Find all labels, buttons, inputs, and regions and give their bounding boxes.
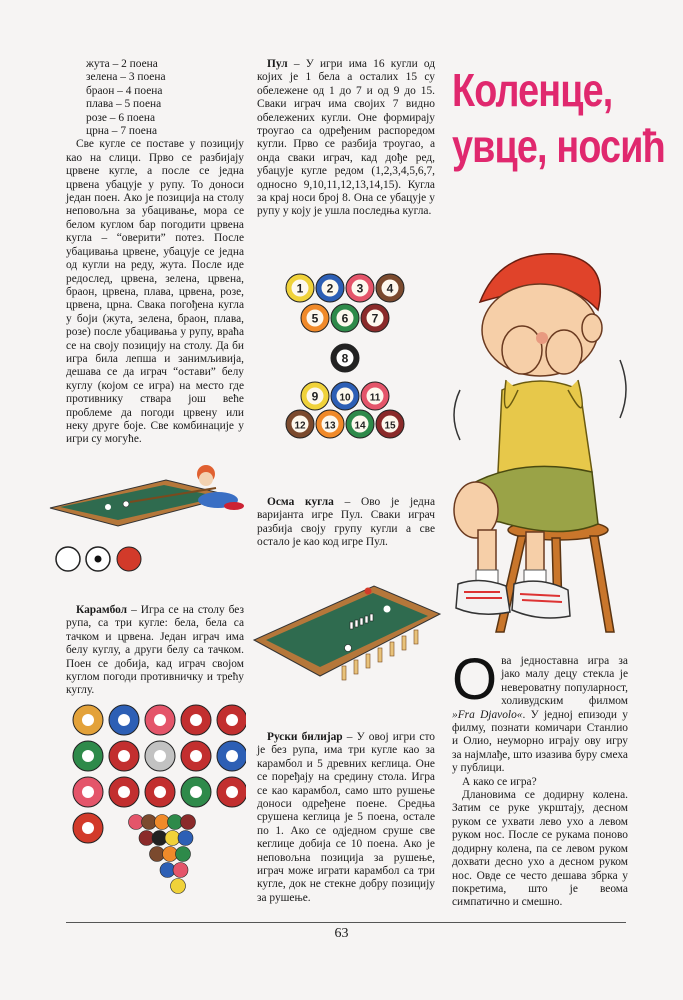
game-section bbox=[452, 647, 628, 910]
pool-ball bbox=[316, 410, 344, 438]
snooker-ball bbox=[145, 705, 175, 735]
pool-ball bbox=[346, 274, 374, 302]
eight-ball-text: – Ово је једна варијанта игре Пул. Сваки играч разбија своју групу кугли а све остало је као код игре Пул. bbox=[257, 496, 435, 549]
pool-balls-figure bbox=[270, 266, 420, 446]
film-title: »Fra Djavolo« bbox=[452, 708, 523, 721]
pool-ball bbox=[301, 382, 329, 410]
rack-ball bbox=[178, 831, 193, 846]
color-item: розе – 6 поена bbox=[86, 111, 156, 124]
page-title bbox=[452, 62, 665, 174]
color-item: браон – 4 поена bbox=[86, 84, 163, 97]
pool-ball-label: 7 bbox=[371, 311, 379, 326]
page-number: 63 bbox=[334, 926, 349, 941]
carambol-text: – Игра се на столу без рупа, са три кугле: бела, бела са тачком и црвена. Један играч има белу куглу, а други белу са тачком. Поен се добија, кад играч својом куглом погоди противничку и трећу куглу. bbox=[66, 604, 244, 697]
pool-ball bbox=[316, 274, 344, 302]
pool-ball-label: 6 bbox=[341, 311, 349, 326]
pool-ball-label: 15 bbox=[384, 420, 396, 432]
pool-ball-label: 8 bbox=[341, 351, 349, 366]
snooker-ball bbox=[73, 741, 103, 771]
snooker-balls-figure bbox=[66, 700, 246, 910]
boy-covering-face-illustration bbox=[440, 240, 640, 640]
game-question: А како се игра? bbox=[462, 775, 537, 788]
snooker-ball bbox=[181, 705, 211, 735]
snooker-ball bbox=[109, 777, 139, 807]
pool-ball-label: 14 bbox=[354, 420, 366, 432]
left-column bbox=[66, 58, 244, 447]
game-how-to-play: Длановима се додирну колена. Затим се руке укрштају, десном руком се ухвати лево ухо а левом руком нос. После се рукама поново додирну колена, па се левом руком дохвати десно ухо а десном руком нос. Овде се често дешава збрка у покретима, што је веома симпатично и смешно. bbox=[452, 789, 628, 909]
carambol-section bbox=[66, 604, 244, 698]
snooker-ball bbox=[217, 777, 246, 807]
pool-section bbox=[257, 58, 435, 219]
pool-ball bbox=[361, 382, 389, 410]
pool-ball bbox=[331, 304, 359, 332]
drop-cap: О bbox=[452, 647, 498, 712]
rack-ball bbox=[173, 863, 188, 878]
pool-ball bbox=[331, 382, 359, 410]
pool-heading: Пул bbox=[267, 58, 288, 70]
pool-ball bbox=[331, 344, 359, 372]
snooker-ball bbox=[109, 741, 139, 771]
carambol-heading: Карамбол bbox=[76, 604, 128, 616]
footer-rule bbox=[66, 922, 626, 923]
rack-ball bbox=[171, 879, 186, 894]
snooker-ball bbox=[145, 777, 175, 807]
pool-ball-label: 13 bbox=[324, 420, 336, 432]
game-intro-2: . У једној епизоди у филму, познати комичари Станлио и Олио, неуморно играју ову игру за најмлађе, што изазива буру смеха у публици. bbox=[452, 708, 628, 775]
pool-ball-label: 5 bbox=[311, 311, 319, 326]
pool-ball bbox=[286, 274, 314, 302]
snooker-ball bbox=[73, 813, 103, 843]
eight-ball-section bbox=[257, 496, 435, 550]
pool-ball-label: 1 bbox=[296, 281, 304, 296]
snooker-ball bbox=[73, 705, 103, 735]
pool-ball-label: 12 bbox=[294, 420, 306, 432]
billiard-table-illustration bbox=[46, 460, 246, 530]
snooker-rules-text: Све кугле се поставе у позицију као на слици. Прво се разбијају црвене кугле, а после се једна црвена убацује у рупу. То доноси један поен. Ако је позиција на столу неповољна за убацивање, мора се белом куглом бар погодити црвена кугла – “оверити” потез. После убацивања црвене, убацује се једна од кугли на реду, жута. После иде редослед, црвена, зелена, црвена, браон, црвена, плава, црвена, розе, црвена, црна. Свака погођена кугла у боји (жута, зелена, браон, плава, розе) после убацивања у рупу, враћа се на своју позицију на столу. Да би игра била лепша и занимљивија, дешава се да играч “остави” белу куглу (којом се игра) на место где противнику ствара још веће проблеме да погоди црвену или неку друге боје. Све комбинације у игри су могуће. bbox=[66, 138, 244, 446]
rack-ball bbox=[181, 815, 196, 830]
game-intro: ва једноставна игра за јако малу децу стекла је невероватну популарност, холивудским филмом bbox=[501, 655, 628, 708]
color-item: црна – 7 поена bbox=[86, 125, 158, 138]
eight-ball-heading: Осма кугла bbox=[267, 496, 334, 508]
russian-billiard-table bbox=[252, 578, 444, 703]
russian-billiard-heading: Руски билијар bbox=[267, 731, 343, 743]
carambol-balls bbox=[52, 543, 152, 575]
pool-ball bbox=[346, 410, 374, 438]
russian-billiard-text: – У овој игри сто је без рупа, има три кугле као за карамбол и 5 древних кеглица. Оне се поређају на средину стола. Игра се као карамбол, само што рушење доноси одређене поене. Средња срушена кеглица је 5 поена, остале по 1. Ако се одједном сруше све кеглице добија се 10 поена. Ако је неповољна позиција за рушење, играч може играти карамбол са три кугле, док не стекне добру позицију за рушење. bbox=[257, 731, 435, 904]
pool-ball-label: 3 bbox=[356, 281, 364, 296]
snooker-ball bbox=[73, 777, 103, 807]
color-item: жута – 2 поена bbox=[86, 58, 158, 70]
snooker-ball bbox=[181, 741, 211, 771]
snooker-ball bbox=[217, 705, 246, 735]
pool-ball-label: 4 bbox=[386, 281, 394, 296]
pool-ball-label: 11 bbox=[369, 392, 381, 404]
snooker-ball bbox=[217, 741, 246, 771]
pool-ball-label: 10 bbox=[339, 392, 351, 404]
title-line-1: Коленце, bbox=[452, 64, 613, 116]
pool-ball-label: 2 bbox=[326, 281, 334, 296]
pool-ball bbox=[376, 274, 404, 302]
pool-ball-label: 9 bbox=[311, 389, 319, 404]
snooker-ball bbox=[145, 741, 175, 771]
russian-billiard-section bbox=[257, 731, 435, 905]
snooker-ball bbox=[109, 705, 139, 735]
color-item: плава – 5 поена bbox=[86, 98, 162, 111]
pool-ball bbox=[361, 304, 389, 332]
snooker-ball bbox=[181, 777, 211, 807]
title-line-2: увце, носић bbox=[452, 120, 665, 172]
pool-text: – У игри има 16 кугли од којих је 1 бела а осталих 15 су обележене од 1 до 7 и од 9 до 15. Сваки играч има својих 7 видно обележених кугли. Оне формирају троугао са одређеним распоредом кугли. Прво се разбија троугао, а онда сваки играч, кад дође ред, убацује кугле редом (1,2,3,4,5,6,7, односно 9,10,11,12,13,14,15). Кугла за крај носи број 8. Она се убацује у рупу у коју је ушла последња кугла. bbox=[257, 58, 435, 218]
pool-ball bbox=[286, 410, 314, 438]
pool-ball bbox=[301, 304, 329, 332]
color-item: зелена – 3 поена bbox=[86, 71, 166, 84]
pool-ball bbox=[376, 410, 404, 438]
rack-ball bbox=[176, 847, 191, 862]
